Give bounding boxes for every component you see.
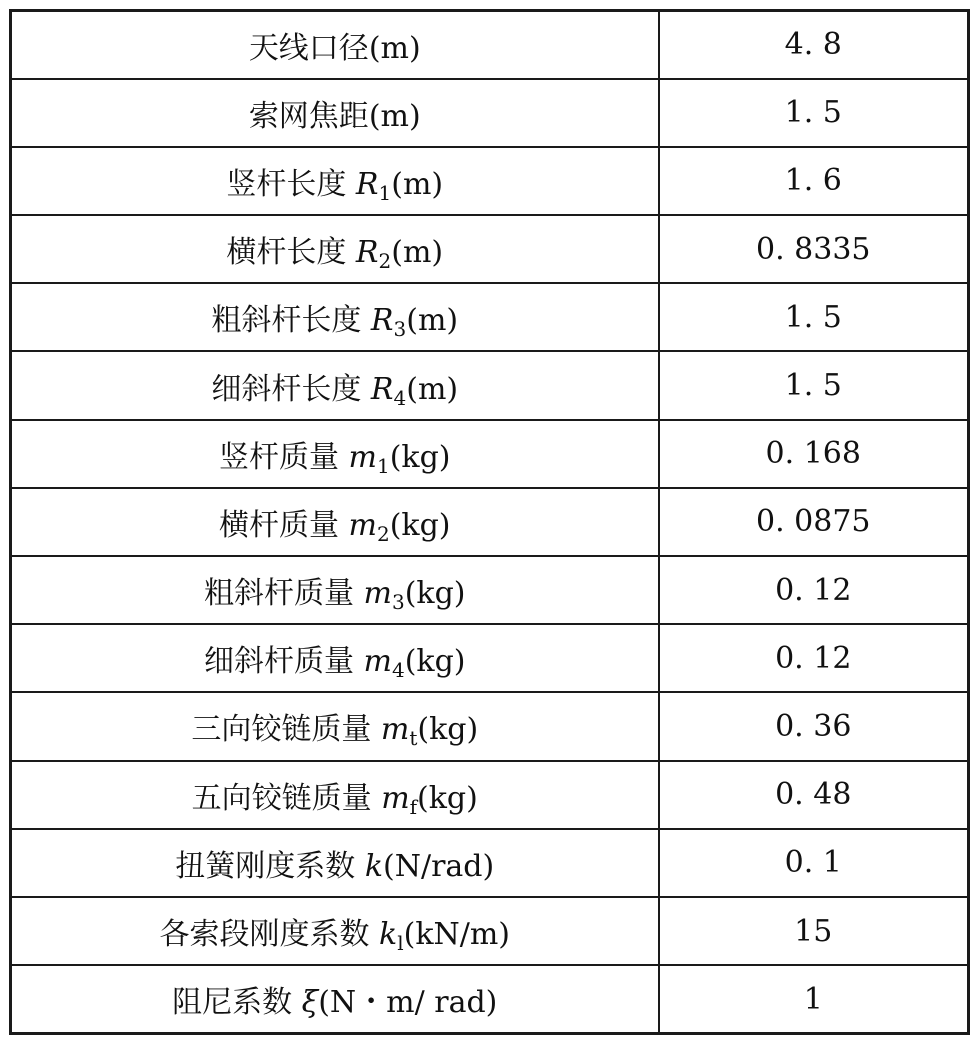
parameter-name-cell (11, 897, 659, 965)
parameter-value: 1. 5 (659, 351, 969, 419)
parameter-symbol: $m_f$ (381, 780, 418, 819)
parameter-symbol: $R_1$ (355, 166, 392, 205)
table-row (11, 556, 969, 624)
table-row (11, 829, 969, 897)
parameter-value: 15 (659, 897, 969, 965)
parameter-symbol: $m_t$ (380, 712, 418, 751)
parameter-unit: (m) (391, 235, 444, 271)
parameter-name-cell (11, 624, 659, 692)
parameter-name: 扭簧刚度系数 (175, 848, 365, 884)
parameter-value: 0. 12 (659, 556, 969, 624)
parameter-name-cell (11, 351, 659, 419)
parameter-name-cell (11, 283, 659, 351)
table-row (11, 624, 969, 692)
parameter-name: 阻尼系数 (172, 985, 302, 1021)
parameter-value: 0. 1 (659, 829, 969, 897)
parameter-name-cell (11, 556, 659, 624)
parameter-value: 4. 8 (659, 11, 969, 79)
parameter-symbol: $R_2$ (355, 235, 392, 274)
parameter-name-cell (11, 761, 659, 829)
parameter-name: 竖杆长度 (226, 166, 356, 202)
parameter-symbol: $R_3$ (370, 303, 407, 342)
parameter-name: 索网焦距 (248, 98, 369, 134)
table-row (11, 215, 969, 283)
table-row (11, 11, 969, 79)
parameter-name: 五向铰链质量 (191, 780, 382, 816)
table-row (11, 692, 969, 760)
parameter-value: 0. 0875 (659, 488, 969, 556)
parameter-value: 1 (659, 965, 969, 1033)
parameter-name: 细斜杆质量 (203, 644, 364, 680)
table-row (11, 897, 969, 965)
parameter-value: 0. 12 (659, 624, 969, 692)
parameter-name-cell (11, 11, 659, 79)
table-row (11, 761, 969, 829)
table-row (11, 283, 969, 351)
table-row (11, 965, 969, 1033)
parameter-unit: (N/rad) (383, 848, 495, 884)
table-row (11, 351, 969, 419)
parameter-symbol: $R_4$ (370, 371, 407, 410)
parameter-value: 1. 6 (659, 147, 969, 215)
parameter-symbol: $m_3$ (363, 576, 405, 615)
parameter-value: 0. 168 (659, 420, 969, 488)
parameter-name-cell (11, 420, 659, 488)
parameter-name: 横杆质量 (218, 507, 349, 543)
parameter-symbol: $k_l$ (379, 917, 404, 956)
parameter-symbol: ξ (301, 985, 319, 1021)
parameter-unit: (N・m/ rad) (318, 985, 498, 1021)
parameter-name: 各索段刚度系数 (159, 917, 380, 953)
parameter-value: 0. 8335 (659, 215, 969, 283)
parameter-symbol: $m_1$ (348, 439, 390, 478)
parameter-unit: (m) (406, 371, 459, 407)
parameter-name-cell (11, 692, 659, 760)
parameter-name-cell (11, 215, 659, 283)
table-row (11, 420, 969, 488)
parameter-symbol: $m_4$ (363, 644, 405, 683)
parameter-table-body (11, 11, 969, 1034)
parameter-table (9, 9, 970, 1035)
parameter-name-cell (11, 79, 659, 147)
parameter-value: 0. 48 (659, 761, 969, 829)
parameter-symbol: k (364, 848, 384, 884)
table-row (11, 488, 969, 556)
parameter-unit: (m) (406, 303, 459, 339)
parameter-unit: (m) (368, 98, 421, 134)
parameter-name-cell (11, 829, 659, 897)
parameter-unit: (kg) (389, 439, 451, 475)
parameter-value: 1. 5 (659, 283, 969, 351)
parameter-name: 天线口径 (248, 30, 369, 66)
parameter-name: 横杆长度 (226, 235, 356, 271)
parameter-name: 细斜杆长度 (211, 371, 371, 407)
parameter-value: 0. 36 (659, 692, 969, 760)
parameter-name: 粗斜杆质量 (203, 576, 364, 612)
parameter-name-cell (11, 488, 659, 556)
parameter-name: 三向铰链质量 (191, 712, 381, 748)
parameter-unit: (m) (368, 30, 421, 66)
parameter-unit: (kg) (417, 780, 478, 816)
parameter-unit: (kg) (404, 644, 466, 680)
parameter-unit: (m) (391, 166, 444, 202)
parameter-name: 竖杆质量 (218, 439, 349, 475)
parameter-name: 粗斜杆长度 (211, 303, 371, 339)
table-row (11, 147, 969, 215)
parameter-unit: (kg) (389, 507, 451, 543)
table-row (11, 79, 969, 147)
parameter-unit: (kg) (417, 712, 479, 748)
parameter-symbol: $m_2$ (348, 507, 390, 546)
parameter-name-cell (11, 147, 659, 215)
parameter-value: 1. 5 (659, 79, 969, 147)
parameter-unit: (kg) (404, 576, 466, 612)
parameter-name-cell (11, 965, 659, 1033)
parameter-unit: (kN/m) (403, 917, 511, 953)
